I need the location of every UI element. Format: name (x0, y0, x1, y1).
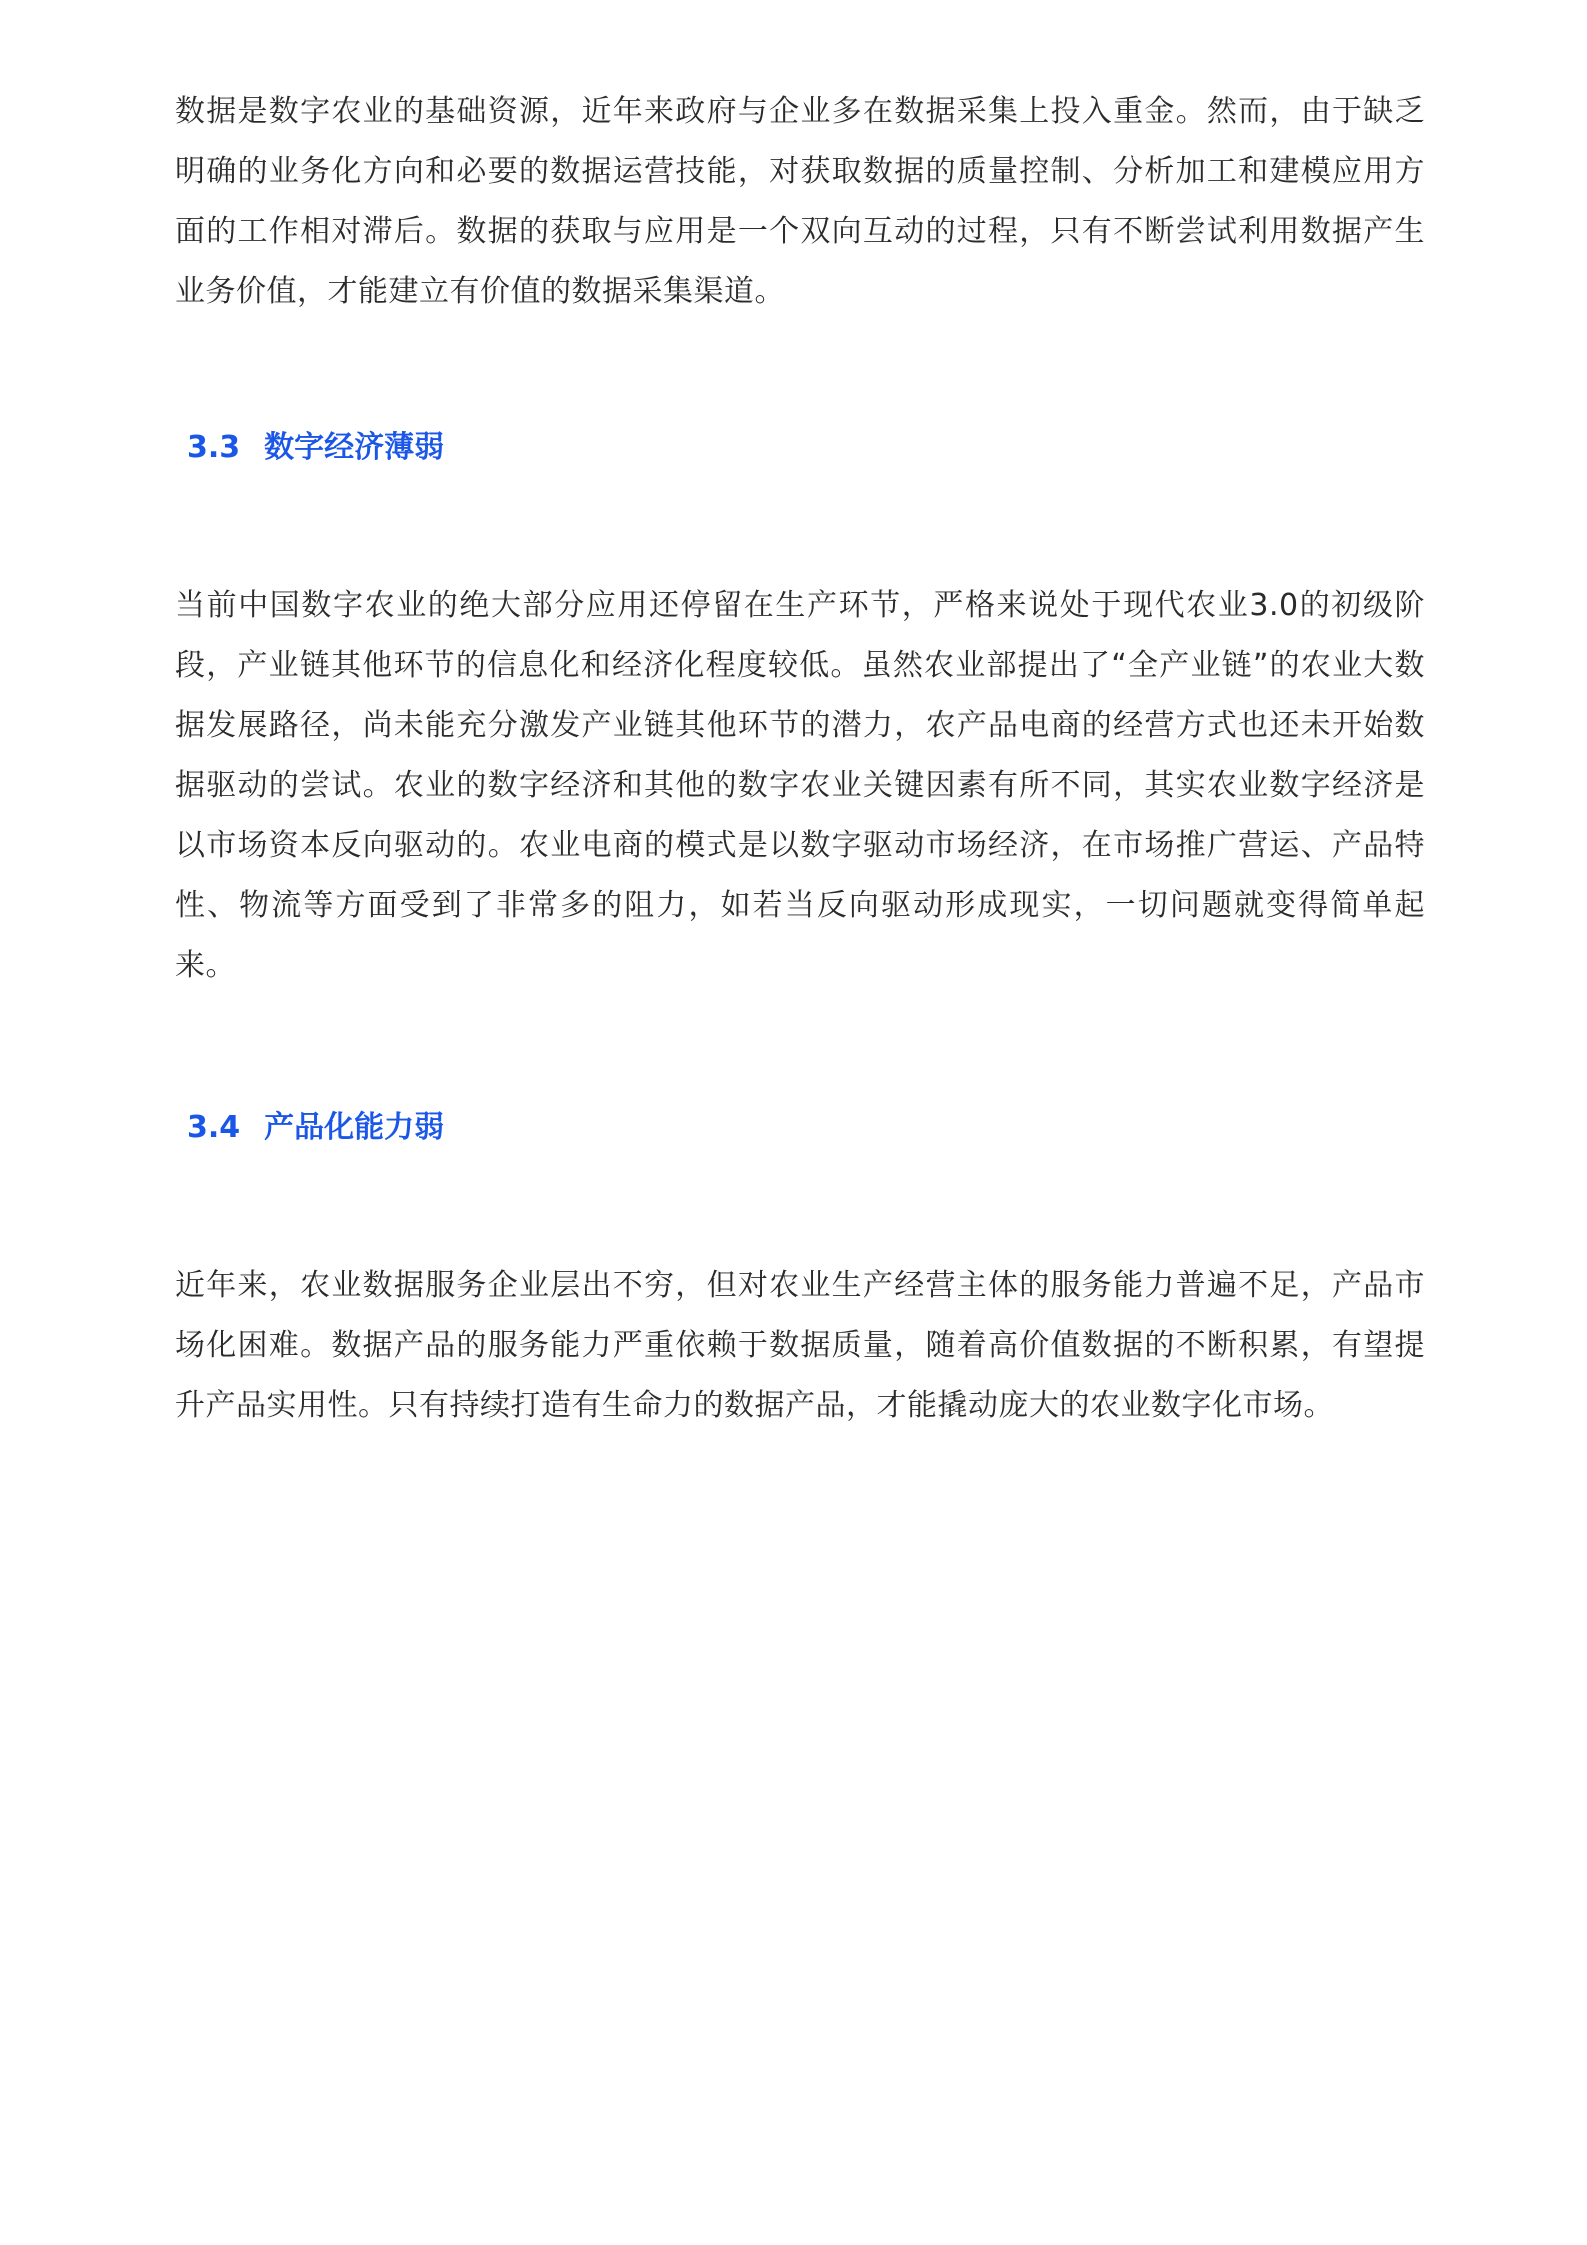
section-title: 产品化能力弱 (264, 1110, 445, 1145)
section-heading-3-3 (175, 418, 444, 478)
paragraph-digital-economy: 当前中国数字农业的绝大部分应用还停留在生产环节，严格来说处于现代农业3.0的初级阶段，产业链其他环节的信息化和经济化程度较低。虽然农业部提出了“全产业链”的农业大数据发展路径，尚未能充分激发产业链其他环节的潜力，农产品电商的经营方式也还未开始数据驱动的尝试。农业的数字经济和其他的数字农业关键因素有所不同，其实农业数字经济是以市场资本反向驱动的。农业电商的模式是以数字驱动市场经济，在市场推广营运、产品特性、物流等方面受到了非常多的阻力，如若当反向驱动形成现实，一切问题就变得简单起来。 (175, 588, 1425, 983)
section-title: 数字经济薄弱 (264, 430, 445, 465)
paragraph-data-resources: 数据是数字农业的基础资源，近年来政府与企业多在数据采集上投入重金。然而，由于缺乏明确的业务化方向和必要的数据运营技能，对获取数据的质量控制、分析加工和建模应用方面的工作相对滞后。数据的获取与应用是一个双向互动的过程，只有不断尝试利用数据产生业务价值，才能建立有价值的数据采集渠道。 (175, 94, 1425, 309)
paragraph-productization: 近年来，农业数据服务企业层出不穷，但对农业生产经营主体的服务能力普遍不足，产品市场化困难。数据产品的服务能力严重依赖于数据质量，随着高价值数据的不断积累，有望提升产品实用性。只有持续打造有生命力的数据产品，才能撬动庞大的农业数字化市场。 (175, 1268, 1425, 1423)
section-heading-3-4 (175, 1098, 444, 1158)
section-number: 3.4 (187, 1110, 241, 1145)
section-number: 3.3 (187, 430, 241, 465)
